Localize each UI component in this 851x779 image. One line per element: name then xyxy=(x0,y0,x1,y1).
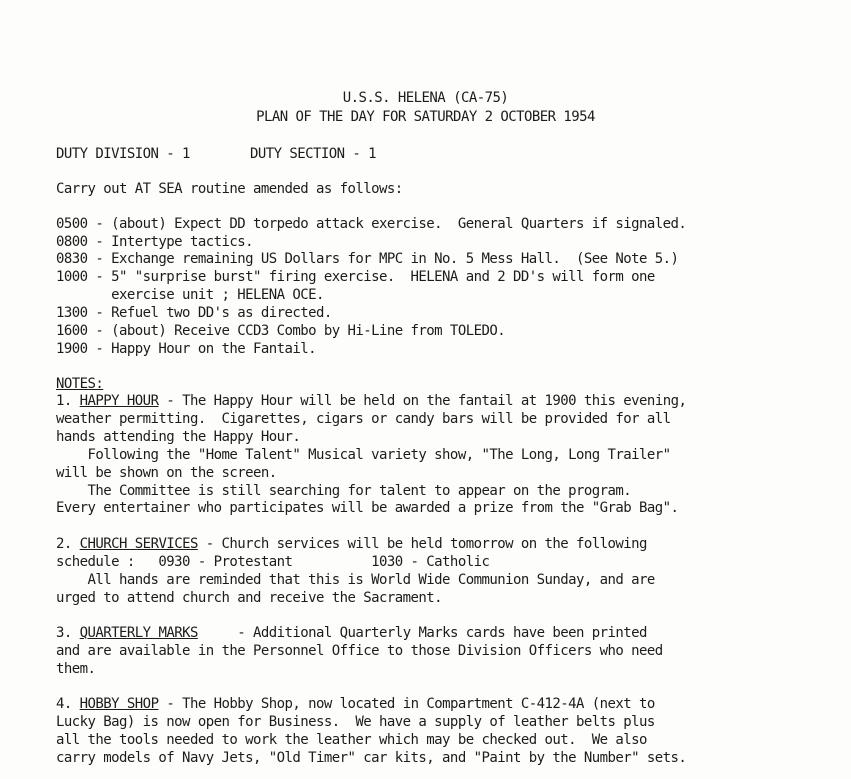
duty-division: DUTY DIVISION - 1 xyxy=(56,146,190,162)
note-3-first-line xyxy=(56,624,647,642)
note-3-text: - Additional Quarterly Marks cards have been printed xyxy=(197,625,647,641)
note-3-number: 3. xyxy=(56,625,72,641)
note-2-number: 2. xyxy=(56,536,72,552)
notes-heading: NOTES: xyxy=(56,376,104,392)
note-3-line: and are available in the Personnel Office to those Division Officers who need xyxy=(56,643,663,659)
schedule-line: 0500 - (about) Expect DD torpedo attack exercise. General Quarters if signaled. xyxy=(56,216,687,232)
schedule-line: 0800 - Intertype tactics. xyxy=(56,234,253,250)
note-2-text: - Church services will be held tomorrow on the following xyxy=(197,536,647,552)
note-1-number: 1. xyxy=(56,393,72,409)
note-1-first-line xyxy=(56,392,686,410)
schedule-line: 0830 - Exchange remaining US Dollars for MPC in No. 5 Mess Hall. (See Note 5.) xyxy=(56,251,679,267)
schedule-line: 1000 - 5" "surprise burst" firing exercise. HELENA and 2 DD's will form one xyxy=(56,269,655,285)
plan-title: PLAN OF THE DAY FOR SATURDAY 2 OCTOBER 1954 xyxy=(256,109,595,125)
note-2-line: urged to attend church and receive the Sacrament. xyxy=(56,590,443,606)
note-1-line: Every entertainer who participates will be awarded a prize from the "Grab Bag". xyxy=(56,500,679,516)
note-4-number: 4. xyxy=(56,696,72,712)
note-1-line: hands attending the Happy Hour. xyxy=(56,429,301,445)
note-1-line: Following the "Home Talent" Musical variety show, "The Long, Long Trailer" xyxy=(56,447,671,463)
note-4-first-line xyxy=(56,695,655,713)
note-1-line: will be shown on the screen. xyxy=(56,465,277,481)
note-1-line: The Committee is still searching for talent to appear on the program. xyxy=(56,483,632,499)
note-2-first-line xyxy=(56,535,647,553)
duty-section: DUTY SECTION - 1 xyxy=(250,146,377,162)
ship-name: U.S.S. HELENA (CA-75) xyxy=(342,90,509,106)
schedule-line: 1600 - (about) Receive CCD3 Combo by Hi-Line from TOLEDO. xyxy=(56,323,506,339)
schedule-line: exercise unit ; HELENA OCE. xyxy=(56,287,324,303)
note-3-title: QUARTERLY MARKS xyxy=(79,625,198,641)
note-2-title: CHURCH SERVICES xyxy=(79,536,198,552)
note-4-line: Lucky Bag) is now open for Business. We have a supply of leather belts plus xyxy=(56,714,655,730)
note-4-line: carry models of Navy Jets, "Old Timer" car kits, and "Paint by the Number" sets. xyxy=(56,750,687,766)
note-2-line: schedule : 0930 - Protestant 1030 - Catholic xyxy=(56,554,490,570)
note-4-text: - The Hobby Shop, now located in Compartment C-412-4A (next to xyxy=(158,696,655,712)
note-4-title: HOBBY SHOP xyxy=(79,696,159,712)
schedule-line: 1900 - Happy Hour on the Fantail. xyxy=(56,341,316,357)
note-1-text: - The Happy Hour will be held on the fantail at 1900 this evening, xyxy=(158,393,687,409)
note-1-title: HAPPY HOUR xyxy=(79,393,159,409)
note-4-line: all the tools needed to work the leather which may be checked out. We also xyxy=(56,732,647,748)
note-1-line: weather permitting. Cigarettes, cigars or candy bars will be provided for all xyxy=(56,411,671,427)
intro-text: Carry out AT SEA routine amended as follows: xyxy=(56,181,403,197)
note-3-line: them. xyxy=(56,661,96,677)
note-2-line: All hands are reminded that this is World Wide Communion Sunday, and are xyxy=(56,572,655,588)
schedule-line: 1300 - Refuel two DD's as directed. xyxy=(56,305,332,321)
